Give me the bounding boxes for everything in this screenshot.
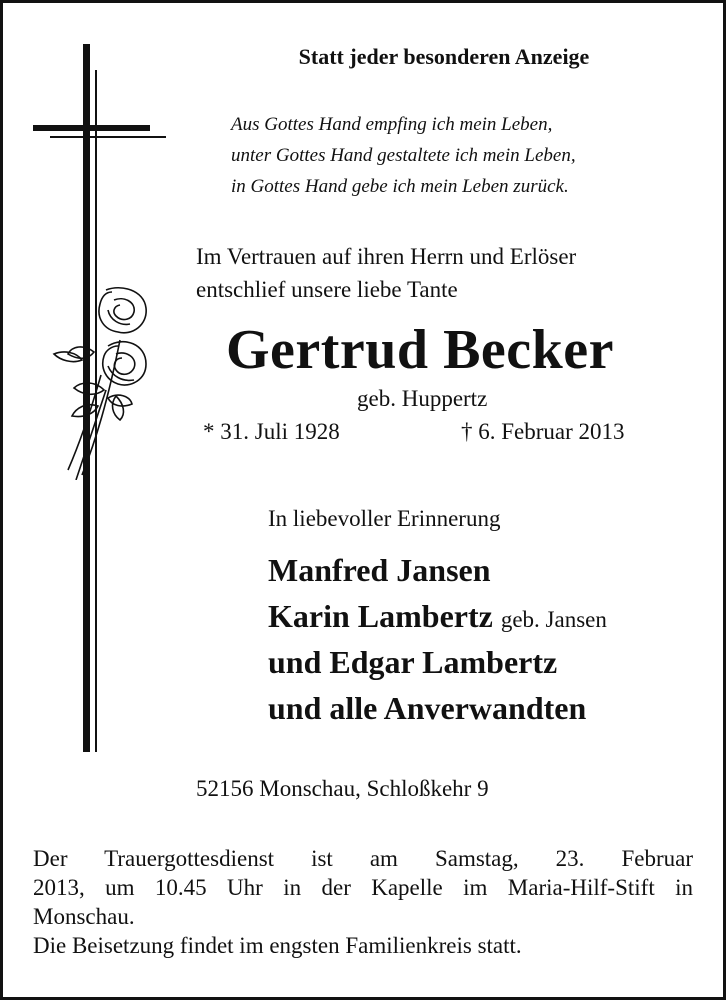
roses-icon (46, 280, 156, 480)
verse-line-3: in Gottes Hand gebe ich mein Leben zurück. (231, 176, 569, 197)
intro-line-1: Im Vertrauen auf ihren Herrn und Erlöser (196, 244, 577, 269)
service-line-4: Die Beisetzung findet im engsten Familienkreis statt. (33, 933, 522, 958)
maiden-name: geb. Huppertz (357, 386, 488, 411)
service-line-1: Der Trauergottesdienst ist am Samstag, 23. Februar (33, 846, 693, 871)
deceased-name: Gertrud Becker (226, 319, 614, 381)
family-member-3: und Edgar Lambertz (268, 644, 558, 680)
notice-heading: Statt jeder besonderen Anzeige (298, 44, 590, 69)
family-member-2-suffix: geb. Jansen (500, 607, 607, 632)
remembrance-line: In liebevoller Erinnerung (268, 506, 501, 531)
service-line-2: 2013, um 10.45 Uhr in der Kapelle im Maria-Hilf-Stift in (33, 875, 693, 900)
service-line-3: Monschau. (33, 904, 135, 929)
verse-line-1: Aus Gottes Hand empfing ich mein Leben, (231, 114, 553, 135)
service-info (33, 844, 693, 960)
family-member-2-name: Karin Lambertz (268, 598, 493, 634)
family-member-1: Manfred Jansen (268, 552, 491, 588)
mourning-address: 52156 Monschau, Schloßkehr 9 (196, 776, 489, 801)
death-date: † 6. Februar 2013 (461, 419, 625, 444)
family-member-4: und alle Anverwandten (268, 690, 587, 726)
verse-line-2: unter Gottes Hand gestaltete ich mein Leben, (231, 145, 576, 166)
intro-line-2: entschlief unsere liebe Tante (196, 277, 458, 302)
birth-date: * 31. Juli 1928 (203, 419, 340, 444)
family-member-2 (268, 598, 607, 635)
